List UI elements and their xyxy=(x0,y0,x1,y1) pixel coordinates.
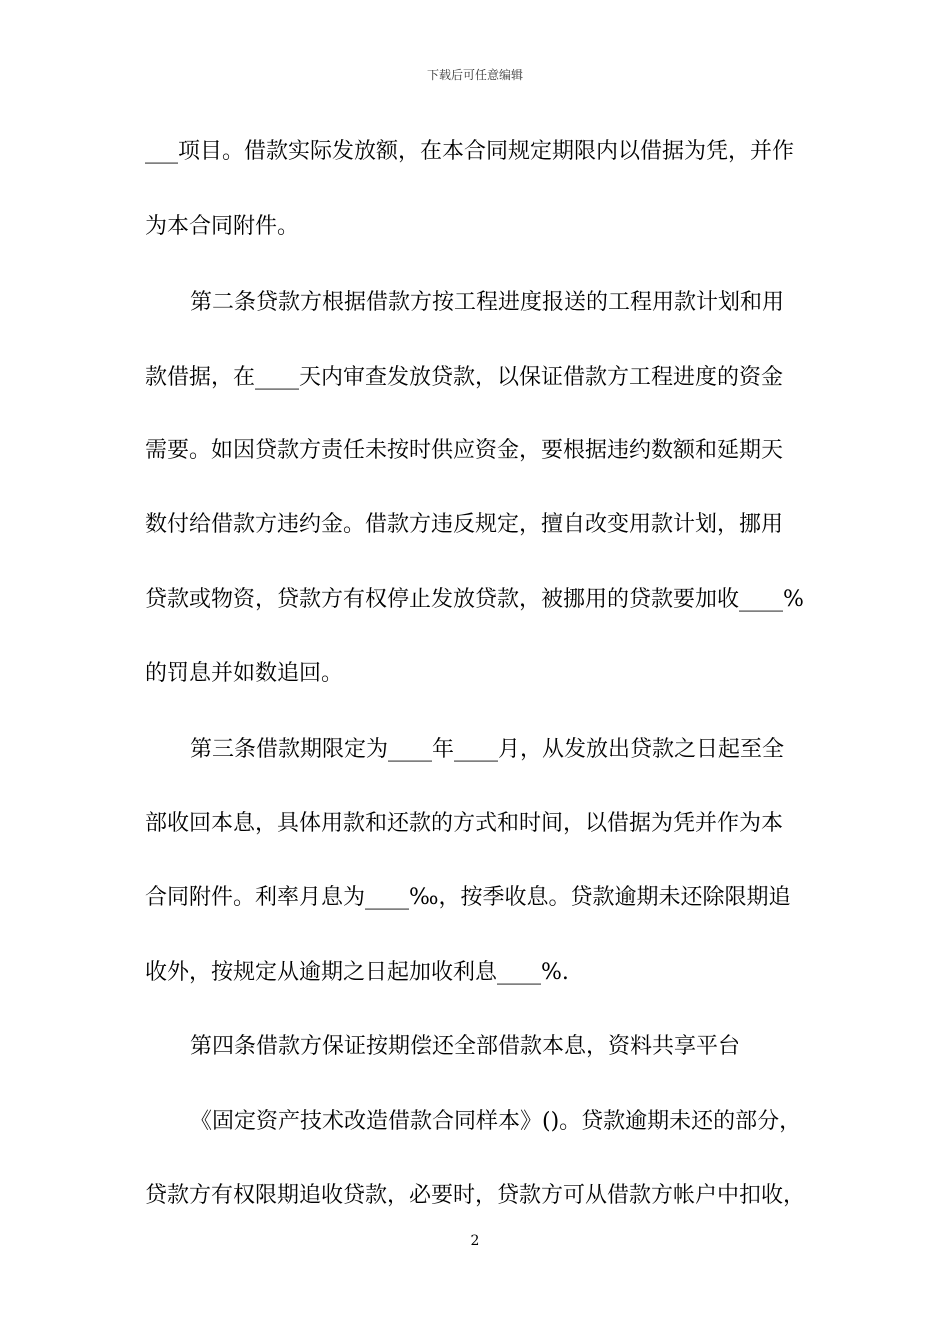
paragraph-line: 款借据，在____天内审查发放贷款，以保证借款方工程进度的资金 xyxy=(145,365,784,390)
page-number: 2 xyxy=(470,1233,480,1249)
page-header: 下载后可任意编辑 xyxy=(426,68,523,82)
paragraph-line: 第三条借款期限定为____年____月，从发放出贷款之日起至全 xyxy=(190,737,785,762)
paragraph-line: 第二条贷款方根据借款方按工程进度报送的工程用款计划和用 xyxy=(190,290,785,315)
paragraph-line: 为本合同附件。 xyxy=(145,214,300,239)
paragraph-line: 部收回本息，具体用款和还款的方式和时间，以借据为凭并作为本 xyxy=(145,811,784,836)
paragraph-line: 需要。如因贷款方责任未按时供应资金，要根据违约数额和延期天 xyxy=(145,438,784,463)
paragraph-line: 合同附件。利率月息为____‰，按季收息。贷款逾期未还除限期追 xyxy=(145,885,791,910)
paragraph-line: ___项目。借款实际发放额，在本合同规定期限内以借据为凭，并作 xyxy=(145,139,795,164)
paragraph-line: 贷款或物资，贷款方有权停止发放贷款，被挪用的贷款要加收____% xyxy=(145,587,804,612)
paragraph-line: 数付给借款方违约金。借款方违反规定，擅自改变用款计划，挪用 xyxy=(145,512,784,537)
paragraph-line: 收外，按规定从逾期之日起加收利息____%. xyxy=(145,960,569,985)
paragraph-line: 的罚息并如数追回。 xyxy=(145,661,344,686)
paragraph-line: 贷款方有权限期追收贷款，必要时，贷款方可从借款方帐户中扣收， xyxy=(145,1183,806,1208)
paragraph-line: 《固定资产技术改造借款合同样本》()。贷款逾期未还的部分， xyxy=(190,1109,802,1134)
paragraph-line: 第四条借款方保证按期偿还全部借款本息，资料共享平台 xyxy=(190,1034,741,1059)
